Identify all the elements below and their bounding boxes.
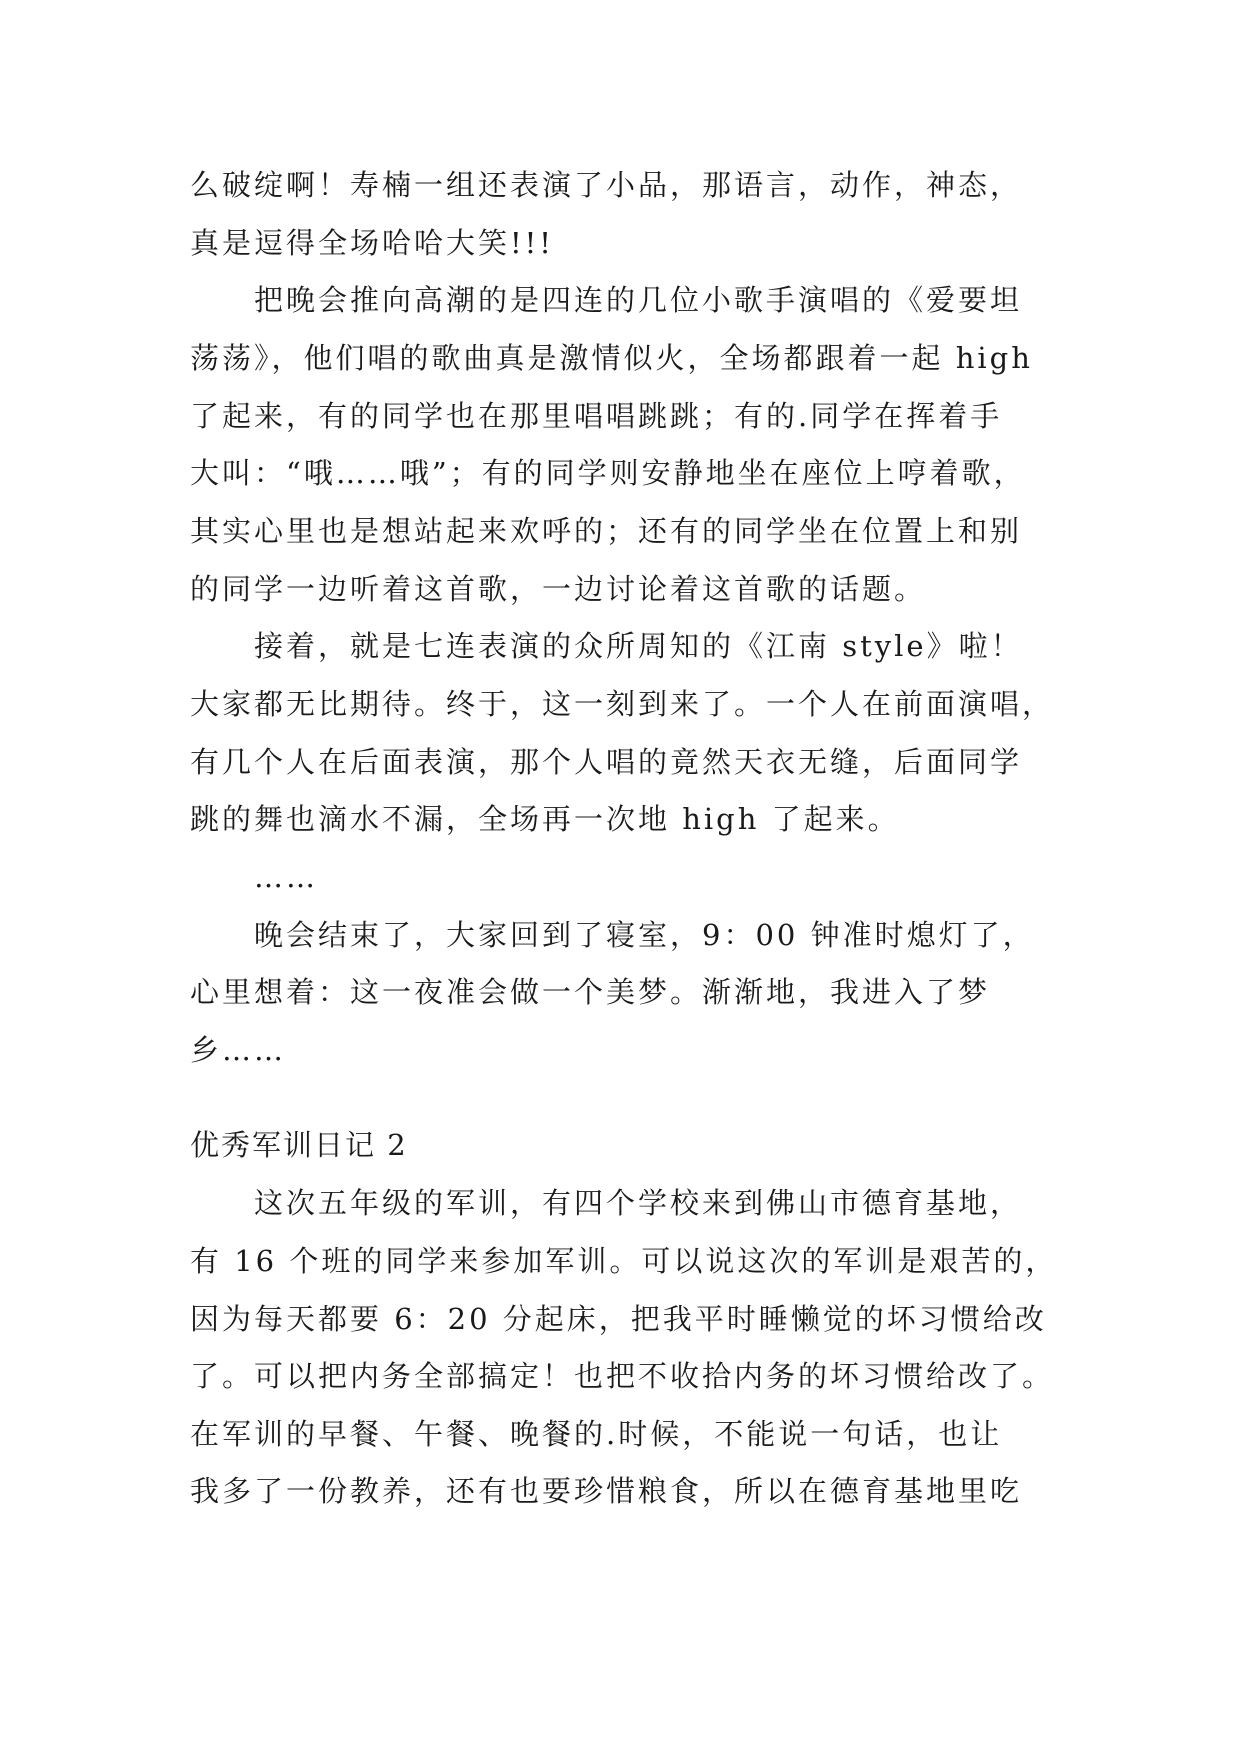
- paragraph-line: 乡……: [190, 1033, 287, 1067]
- paragraph-line: 因为每天都要 6：20 分起床，把我平时睡懒觉的坏习惯给改: [190, 1302, 1047, 1336]
- paragraph-line: 晚会结束了，大家回到了寝室，9：00 钟准时熄灯了，: [254, 918, 1035, 952]
- paragraph-line: 么破绽啊！寿楠一组还表演了小品，那语言，动作，神态，: [190, 168, 1023, 202]
- paragraph-line: 把晚会推向高潮的是四连的几位小歌手演唱的《爱要坦: [254, 283, 1023, 317]
- paragraph-line: 真是逗得全场哈哈大笑!!!: [190, 226, 554, 260]
- paragraph-line: 荡荡》，他们唱的歌曲真是激情似火，全场都跟着一起 high: [190, 341, 1033, 375]
- paragraph-line: 在军训的早餐、午餐、晚餐的.时候，不能说一句话，也让: [190, 1417, 1003, 1451]
- paragraph-line: 接着，就是七连表演的众所周知的《江南 style》啦！: [254, 629, 1023, 663]
- section-title: 优秀军训日记 2: [190, 1128, 408, 1162]
- paragraph-line: 心里想着：这一夜准会做一个美梦。渐渐地，我进入了梦: [190, 975, 991, 1009]
- paragraph-line: 了。可以把内务全部搞定！也把不收拾内务的坏习惯给改了。: [190, 1359, 1055, 1393]
- ellipsis-line: ……: [254, 860, 318, 894]
- paragraph-line: 其实心里也是想站起来欢呼的；还有的同学坐在位置上和别: [190, 514, 1023, 548]
- paragraph-line: 大叫：“哦……哦”；有的同学则安静地坐在座位上哼着歌，: [190, 456, 1026, 490]
- paragraph-line: 的同学一边听着这首歌，一边讨论着这首歌的话题。: [190, 572, 927, 606]
- paragraph-line: 了起来，有的同学也在那里唱唱跳跳；有的.同学在挥着手: [190, 399, 1003, 433]
- paragraph-line: 这次五年级的军训，有四个学校来到佛山市德育基地，: [254, 1186, 1023, 1220]
- paragraph-line: 有几个人在后面表演，那个人唱的竟然天衣无缝，后面同学: [190, 745, 1023, 779]
- paragraph-line: 我多了一份教养，还有也要珍惜粮食，所以在德育基地里吃: [190, 1474, 1023, 1508]
- paragraph-line: 大家都无比期待。终于，这一刻到来了。一个人在前面演唱，: [190, 687, 1055, 721]
- paragraph-line: 跳的舞也滴水不漏，全场再一次地 high 了起来。: [190, 802, 900, 836]
- paragraph-line: 有 16 个班的同学来参加军训。可以说这次的军训是艰苦的，: [190, 1244, 1058, 1278]
